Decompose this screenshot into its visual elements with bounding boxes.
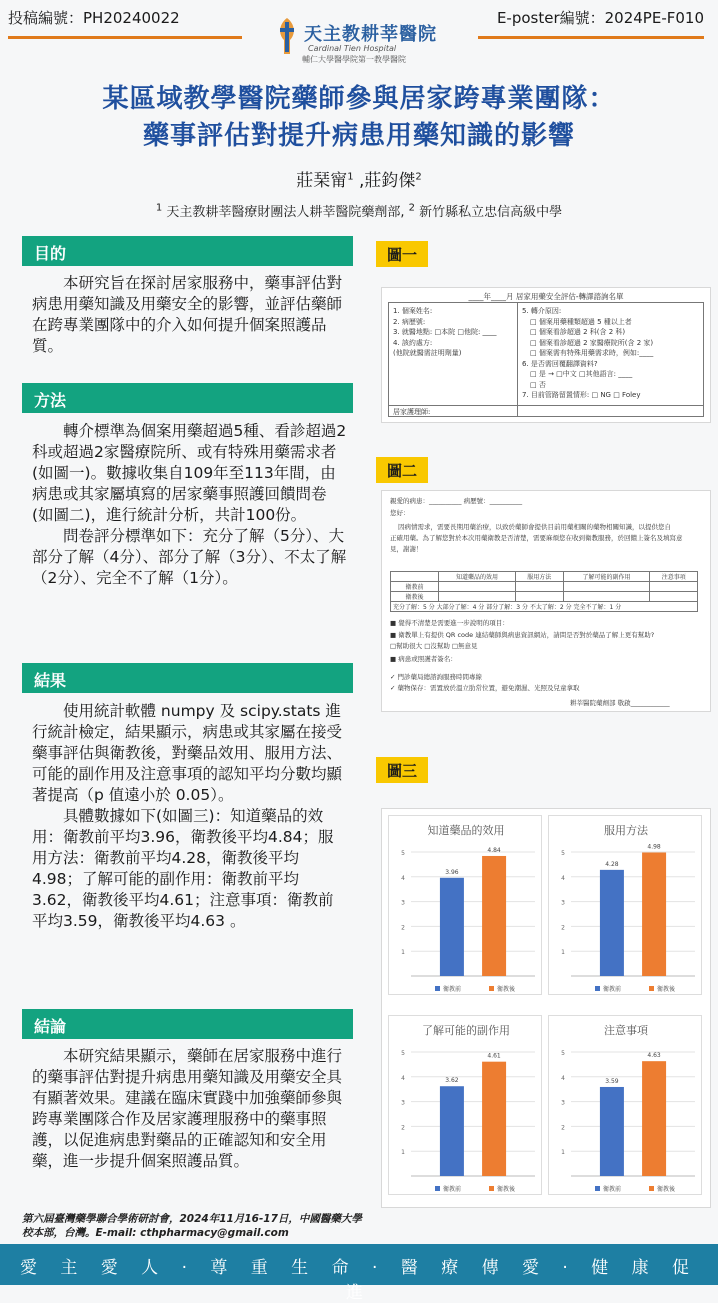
form-right-item: □ 個案看診超過 2 科(含 2 科) — [530, 328, 626, 336]
cross-logo-icon — [274, 16, 300, 56]
y-tick-label: 5 — [561, 1050, 565, 1057]
bar — [482, 1062, 506, 1176]
results-text — [32, 701, 348, 932]
chart-panel — [388, 1015, 542, 1195]
bar-chart-svg — [549, 816, 703, 996]
bar-chart-svg — [389, 816, 543, 996]
hospital-motto: 愛 主 愛 人 · 尊 重 生 命 · 醫 療 傳 愛 · 健 康 促 進 — [0, 1244, 718, 1285]
poster-title-line1: 某區域教學醫院藥師參與居家跨專業團隊： — [102, 84, 616, 114]
y-tick-label: 1 — [401, 1149, 405, 1157]
conclusion-text: 本研究結果顯示，藥師在居家服務中進行的藥事評估對提升病患用藥知識及用藥安全具有顯著效果。建議在臨床實踐中加強藥師參與跨專業團隊合作及居家護理服務中的藥事照護，以促進病患對藥品的正確認知和安全用藥，進一步提升個案照護品質。 — [32, 1047, 343, 1170]
header-rule-right — [478, 36, 704, 39]
purpose-heading: 目的 — [22, 236, 353, 266]
methods-paragraph-1: 轉介標準為個案用藥超過5種、看診超過2科或超過2家醫療院所、或有特殊用藥需求者(如圖一)。數據收集自109年至113年間，由病患或其家屬填寫的居家藥事照護回饋問卷(如圖二)，進行統計分析，共計100份。 — [32, 422, 347, 524]
legend-swatch — [595, 1186, 600, 1191]
chart-panel — [548, 1015, 702, 1195]
q-item-2: ■ 衛教單上有提供 QR code 連結藥師與病患資訊網站，請問是否對於藥品了解上更有幫助? — [390, 631, 655, 639]
bar — [440, 1086, 464, 1176]
form-right-item: 6. 是否需回覆翻譯資料? — [522, 359, 598, 368]
q-scale: 充分了解：5 分 大部分了解：4 分 部分了解：3 分 不太了解：2 分 完全不了解：1 分 — [391, 602, 698, 612]
y-tick-label: 1 — [401, 949, 405, 957]
data-label: 4.28 — [605, 860, 619, 868]
q-table-cell — [516, 582, 564, 592]
figure-1-referral-form — [381, 287, 711, 423]
affil-2: 新竹縣私立忠信高級中學 — [415, 205, 563, 220]
form-bottom-rule — [389, 405, 703, 406]
affil-1-sup: 1 — [155, 202, 163, 214]
form-grid — [388, 302, 704, 417]
y-tick-label: 1 — [561, 1149, 565, 1157]
chart-title: 注意事項 — [604, 1024, 648, 1037]
q-intro-2: 正確用藥。為了解您對於本次用藥衛教是否清楚，需要麻煩您在收到衛教服務，於回饋上簽名及填寫意 — [390, 534, 683, 542]
data-label: 4.84 — [487, 846, 501, 854]
poster-title-line2: 藥事評估對提升病患用藥知識的影響 — [142, 121, 575, 151]
q-table-header: 注意事項 — [650, 572, 698, 582]
results-paragraph-1: 使用統計軟體 numpy 及 scipy.stats 進行統計檢定，結果顯示，病患或其家屬在接受藥事評估與衛教後，對藥品效用、服用方法、可能的副作用及注意事項的認知平均分數均顯著提高（p 值遠小於 0.05）。 — [32, 702, 343, 804]
y-tick-label: 2 — [401, 1124, 405, 1132]
author-1-sup: 1 — [347, 171, 354, 183]
data-label: 4.61 — [487, 1052, 501, 1060]
q-item-3: □幫助很大 □沒幫助 □無意見 — [390, 642, 478, 650]
figure-2-label: 圖二 — [376, 457, 428, 483]
y-tick-label: 4 — [401, 874, 405, 882]
y-tick-label: 5 — [401, 850, 405, 857]
q-item-1: ■ 覺得不清楚是需要進一步說明的項目： — [390, 619, 509, 627]
q-table-header: 服用方法 — [516, 572, 564, 582]
bar — [642, 1061, 666, 1176]
q-item-6: ✓ 藥物保存：需置放於溫立肋常位置，避免潮濕、光照及兒童拿取 — [390, 684, 580, 692]
author-2: 莊鈞傑 — [364, 171, 416, 191]
figure-3-label: 圖三 — [376, 757, 428, 783]
y-tick-label: 5 — [561, 850, 565, 857]
legend-label: 衛教後 — [657, 986, 676, 993]
form-right-item: □ 個案用藥種類超過 5 種以上者 — [530, 317, 632, 326]
form-left-item: 1. 個案姓名: — [393, 307, 433, 315]
form-right-column — [522, 306, 653, 401]
y-tick-label: 2 — [401, 924, 405, 932]
bar — [600, 1087, 624, 1176]
legend-label: 衛教後 — [657, 1186, 676, 1193]
form-title: ____年____月 居家用藥安全評估-轉譯諮詢名單 — [468, 292, 624, 301]
y-tick-label: 4 — [401, 1074, 405, 1082]
q-intro-3: 見，謝謝！ — [390, 545, 423, 553]
legend-label: 衛教後 — [497, 1186, 516, 1193]
data-label: 3.59 — [605, 1077, 619, 1085]
eposter-number: E-poster編號：2024PE-F010 — [496, 9, 704, 27]
legend-label: 衛教前 — [443, 1186, 462, 1193]
q-table-cell — [563, 582, 650, 592]
legend-swatch — [489, 1186, 494, 1191]
figure-1-label: 圖一 — [376, 241, 428, 267]
q-table-header: 知道藥品的效用 — [439, 572, 516, 582]
legend-label: 衛教前 — [603, 1186, 622, 1193]
bar — [440, 878, 464, 976]
chart-title: 知道藥品的效用 — [427, 824, 505, 837]
data-label: 3.96 — [445, 868, 459, 876]
conclusion-heading: 結論 — [22, 1009, 353, 1039]
form-left-column — [393, 306, 497, 359]
q-table-header — [391, 572, 439, 582]
q-table-header: 了解可能的副作用 — [563, 572, 650, 582]
y-tick-label: 1 — [561, 949, 565, 957]
legend-swatch — [435, 1186, 440, 1191]
q-item-4: ■ 病患或照護者簽名： — [390, 655, 457, 663]
legend-label: 衛教前 — [603, 986, 622, 993]
y-tick-label: 3 — [401, 899, 405, 907]
author-2-sup: 2 — [415, 171, 422, 183]
methods-heading: 方法 — [22, 383, 353, 413]
y-tick-label: 4 — [561, 874, 565, 882]
logo-subtitle: 輔仁大學醫學院第一教學醫院 — [302, 55, 406, 64]
form-right-item: 7. 目前管路留置情形: □ NG □ Foley — [522, 391, 641, 399]
y-tick-label: 3 — [561, 899, 565, 907]
data-label: 4.98 — [647, 843, 661, 851]
authors — [0, 166, 718, 191]
form-left-item: 3. 就醫地點: □本院 □他院: ____ — [393, 328, 497, 336]
data-label: 4.63 — [647, 1052, 661, 1060]
legend-label: 衛教前 — [443, 986, 462, 993]
q-table-cell — [439, 582, 516, 592]
q-greeting: 您好： — [390, 509, 410, 517]
logo-name: 天主教耕莘醫院 — [304, 24, 437, 45]
author-separator: , — [353, 171, 365, 191]
form-right-item: □ 個案需有特殊用藥需求時，例如:____ — [530, 349, 654, 357]
form-left-item: 4. 該約處方: — [393, 338, 433, 347]
q-table-cell — [439, 592, 516, 602]
bar — [642, 852, 666, 976]
form-divider — [517, 303, 518, 416]
author-1: 莊琹甯 — [296, 171, 348, 191]
chart-panel — [548, 815, 702, 995]
y-tick-label: 2 — [561, 924, 565, 932]
methods-paragraph-2: 問卷評分標準如下：充分了解（5分）、大部分了解（4分）、部分了解（3分）、不太了解（2分）、完全不了解（1分）。 — [32, 527, 347, 587]
q-item-5: ✓ 門診藥局總諮詢服務時間專線 — [390, 673, 483, 681]
conference-footnote: 第六屆臺灣藥學聯合學術研討會，2024年11月16-17日，中國醫藥大學校本部，台灣。E-mail: cthpharmacy@gmail.com — [22, 1213, 362, 1239]
legend-swatch — [435, 986, 440, 991]
bar-chart-svg — [549, 1016, 703, 1196]
bar-chart-svg — [389, 1016, 543, 1196]
form-right-item: □ 個案看診超過 2 家醫療院所(含 2 家) — [530, 338, 654, 347]
q-table-cell — [516, 592, 564, 602]
form-left-item: (他院就醫需註明劑量) — [393, 349, 462, 357]
affiliations — [0, 201, 718, 220]
legend-swatch — [649, 1186, 654, 1191]
form-right-item: □ 否 — [530, 380, 546, 389]
y-tick-label: 5 — [401, 1050, 405, 1057]
q-table-cell — [563, 592, 650, 602]
chart-title: 了解可能的副作用 — [422, 1024, 510, 1037]
q-score-table — [390, 571, 698, 612]
submission-number: 投稿編號：PH20240022 — [8, 9, 180, 27]
figure-3-charts — [381, 808, 711, 1208]
chart-title: 服用方法 — [604, 824, 648, 837]
data-label: 3.62 — [445, 1077, 459, 1085]
legend-swatch — [595, 986, 600, 991]
q-table-cell — [650, 592, 698, 602]
hospital-logo — [272, 14, 472, 66]
header-rule-left — [8, 36, 242, 39]
q-table-row-label: 衛教後 — [391, 592, 439, 602]
bar — [600, 870, 624, 976]
legend-swatch — [649, 986, 654, 991]
y-tick-label: 3 — [561, 1099, 565, 1107]
q-table-row-label: 衛教前 — [391, 582, 439, 592]
results-paragraph-2: 具體數據如下(如圖三)：知道藥品的效用：衛教前平均3.96，衛教後平均4.84；服用方法：衛教前平均4.28，衛教後平均4.98；了解可能的副作用：衛教前平均3.62，衛教後平均4.61；注意事項：衛教前平均3.59，衛教後平均4.63 。 — [32, 807, 334, 930]
legend-swatch — [489, 986, 494, 991]
q-signature: 耕莘醫院藥劑部 敬啟____________ — [570, 699, 670, 707]
purpose-text: 本研究旨在探討居家服務中，藥事評估對病患用藥知識及用藥安全的影響，並評估藥師在跨專業團隊中的介入如何提升個案照護品質。 — [32, 274, 343, 355]
chart-panel — [388, 815, 542, 995]
bar — [482, 856, 506, 976]
figure-2-feedback-questionnaire — [381, 490, 711, 712]
q-intro-1: 因病情需求，需要長期用藥治療，以致於藥師會提供目前用藥相關的藥物相關知識，以提供您自 — [398, 523, 671, 531]
methods-text — [32, 421, 348, 589]
y-tick-label: 3 — [401, 1099, 405, 1107]
q-header: 親愛的病患：__________ 病歷號：__________ — [390, 497, 523, 505]
form-right-item: 5. 轉介原因: — [522, 307, 562, 315]
logo-english-name: Cardinal Tien Hospital — [308, 44, 397, 53]
legend-label: 衛教後 — [497, 986, 516, 993]
y-tick-label: 2 — [561, 1124, 565, 1132]
y-tick-label: 4 — [561, 1074, 565, 1082]
form-right-item: □ 是 → □中文 □其他語言: ____ — [530, 370, 633, 378]
affil-1: 天主教耕莘醫療財團法人耕莘醫院藥劑部, — [162, 205, 409, 220]
affil-2-sup: 2 — [408, 202, 415, 214]
results-heading: 結果 — [22, 663, 353, 693]
q-table-cell — [650, 582, 698, 592]
form-left-item: 2. 病歷號: — [393, 317, 426, 326]
form-nurse-label: 居家護理師: — [393, 408, 431, 416]
